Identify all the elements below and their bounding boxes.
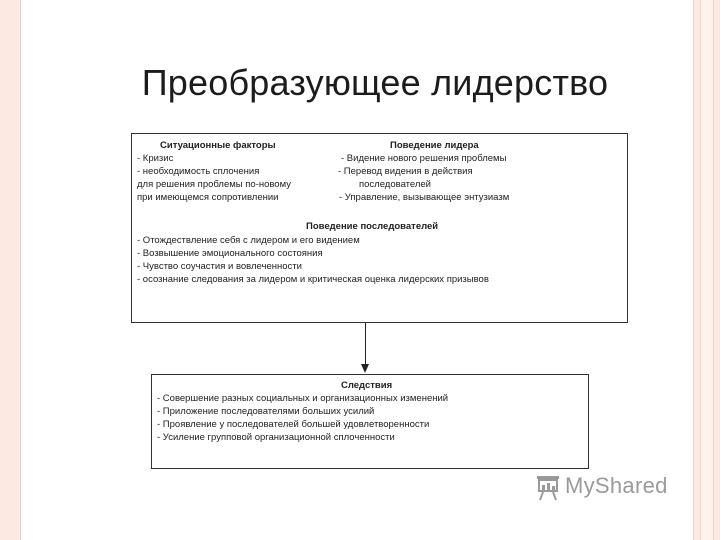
followers-behavior-item: - Отождествление себя с лидером и его видением bbox=[137, 235, 360, 246]
leader-behavior-item: - Видение нового решения проблемы bbox=[341, 153, 507, 164]
presentation-board-icon bbox=[535, 472, 561, 502]
followers-behavior-item: - Чувство соучастия и вовлеченности bbox=[137, 261, 302, 272]
situational-factor-item: для решения проблемы по-новому bbox=[137, 179, 291, 190]
consequence-item: - Усиление групповой организационной сплоченности bbox=[157, 432, 395, 443]
situational-factors-header: Ситуационные факторы bbox=[160, 140, 276, 151]
factors-behavior-box bbox=[131, 133, 628, 323]
situational-factor-item: при имеющемся сопротивлении bbox=[137, 192, 279, 203]
flow-arrow-line bbox=[365, 323, 366, 365]
slide-frame-left bbox=[0, 0, 21, 540]
consequences-box bbox=[151, 374, 589, 469]
leader-behavior-item: - Управление, вызывающее энтузиазм bbox=[339, 192, 510, 203]
followers-behavior-item: - осознание следования за лидером и критическая оценка лидерских призывов bbox=[137, 274, 489, 285]
situational-factor-item: - необходимость сплочения bbox=[137, 166, 260, 177]
consequences-header: Следствия bbox=[341, 380, 393, 391]
flow-arrow-head-icon bbox=[361, 364, 369, 373]
consequence-item: - Проявление у последователей большей удовлетворенности bbox=[157, 419, 430, 430]
slide-frame-right bbox=[693, 0, 720, 540]
consequence-item: - Приложение последователями больших усилий bbox=[157, 406, 375, 417]
slide-title: Преобразующее лидерство bbox=[141, 62, 609, 103]
situational-factor-item: - Кризис bbox=[137, 153, 174, 164]
followers-behavior-item: - Возвышение эмоционального состояния bbox=[137, 248, 323, 259]
watermark-text: MyShared bbox=[565, 473, 668, 498]
leader-behavior-header: Поведение лидера bbox=[390, 140, 479, 151]
followers-behavior-header: Поведение последователей bbox=[306, 221, 439, 232]
consequence-item: - Совершение разных социальных и организационных изменений bbox=[157, 393, 449, 404]
slide-frame-right-stripe bbox=[700, 0, 714, 540]
leader-behavior-item: - Перевод видения в действия bbox=[338, 166, 473, 177]
leader-behavior-item: последователей bbox=[359, 179, 431, 190]
watermark-logo bbox=[535, 468, 675, 508]
